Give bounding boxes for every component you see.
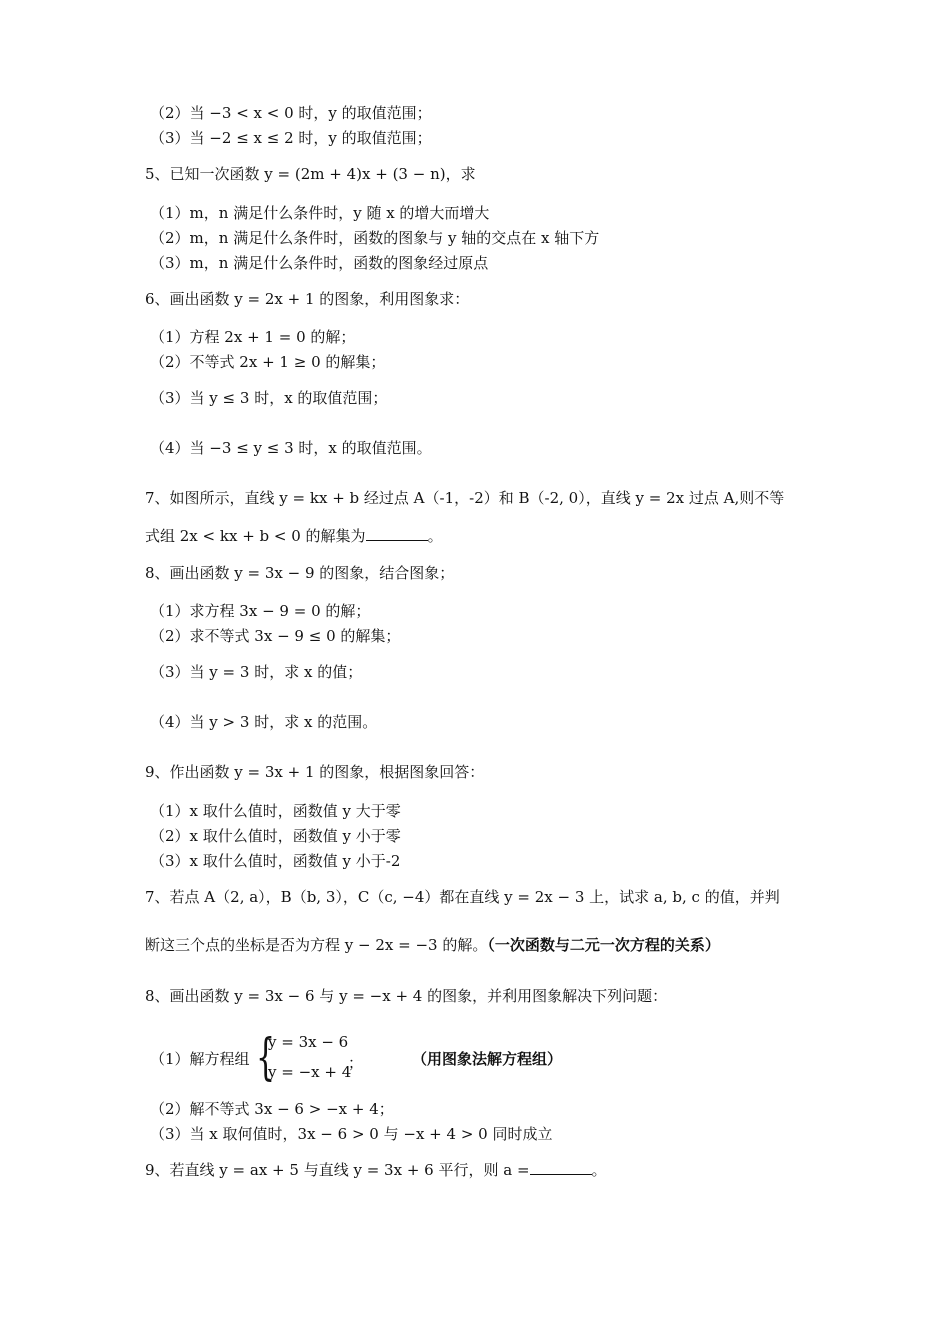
text-span: 。	[591, 1161, 607, 1179]
text-line: （1）求方程 3x − 9 = 0 的解；	[150, 602, 371, 620]
text-line: （1）x 取什么值时，函数值 y 大于零	[150, 802, 401, 820]
text-line: （3）当 x 取何值时，3x − 6 > 0 与 −x + 4 > 0 同时成立	[150, 1125, 553, 1143]
text-line: （1）m，n 满足什么条件时，y 随 x 的增大而增大	[150, 204, 490, 222]
question-9b	[145, 1160, 607, 1180]
answer-blank	[366, 526, 428, 541]
text-line: （3）x 取什么值时，函数值 y 小于-2	[150, 852, 401, 870]
text-line: （2）m，n 满足什么条件时，函数的图象与 y 轴的交点在 x 轴下方	[150, 229, 600, 247]
question-9: 9、作出函数 y = 3x + 1 的图象，根据图象回答：	[145, 763, 485, 781]
system-equation-1: y = 3x − 6	[268, 1033, 349, 1051]
text-line: （2）解不等式 3x − 6 > −x + 4；	[150, 1100, 394, 1118]
bold-note: （用图象法解方程组）	[412, 1050, 563, 1068]
text-span: 。	[427, 527, 443, 545]
text-line: （3）当 y = 3 时，求 x 的值；	[150, 663, 363, 681]
brace-glyph: {	[256, 1028, 276, 1086]
text-line: （1）方程 2x + 1 = 0 的解；	[150, 328, 356, 346]
text-line	[145, 526, 443, 546]
text-span: 断这三个点的坐标是否为方程 y − 2x = −3 的解。	[145, 936, 488, 954]
bold-note: （一次函数与二元一次方程的关系）	[487, 936, 720, 954]
text-line: （2）x 取什么值时，函数值 y 小于零	[150, 827, 401, 845]
system-semicolon: ；	[348, 1054, 364, 1072]
text-span: 式组 2x < kx + b < 0 的解集为	[145, 527, 366, 545]
system-label: （1）解方程组	[150, 1050, 250, 1068]
text-line: （3）当 −2 ≤ x ≤ 2 时，y 的取值范围；	[150, 129, 432, 147]
question-6: 6、画出函数 y = 2x + 1 的图象，利用图象求：	[145, 290, 470, 308]
question-7b: 7、若点 A（2, a），B（b, 3），C（c, −4）都在直线 y = 2x − 3 上，试求 a, b, c 的值，并判	[145, 888, 780, 906]
text-line: （2）当 −3 < x < 0 时，y 的取值范围；	[150, 104, 432, 122]
text-span: 9、若直线 y = ax + 5 与直线 y = 3x + 6 平行，则 a =	[145, 1161, 530, 1179]
question-8: 8、画出函数 y = 3x − 9 的图象，结合图象；	[145, 564, 455, 582]
text-line: （3）当 y ≤ 3 时，x 的取值范围；	[150, 389, 388, 407]
question-5: 5、已知一次函数 y = (2m + 4)x + (3 − n)，求	[145, 165, 476, 183]
text-line: （4）当 y > 3 时，求 x 的范围。	[150, 713, 378, 731]
question-7: 7、如图所示，直线 y = kx + b 经过点 A（-1，-2）和 B（-2, 0），直线 y = 2x 过点 A,则不等	[145, 489, 785, 507]
text-line: （3）m，n 满足什么条件时，函数的图象经过原点	[150, 254, 489, 272]
system-equation-2: y = −x + 4	[268, 1063, 352, 1081]
question-8b: 8、画出函数 y = 3x − 6 与 y = −x + 4 的图象，并利用图象解决下列问题：	[145, 987, 668, 1005]
text-line	[145, 935, 720, 955]
text-line: （2）不等式 2x + 1 ≥ 0 的解集；	[150, 353, 386, 371]
text-line: （4）当 −3 ≤ y ≤ 3 时，x 的取值范围。	[150, 439, 432, 457]
text-line: （2）求不等式 3x − 9 ≤ 0 的解集；	[150, 627, 401, 645]
answer-blank	[530, 1160, 592, 1175]
